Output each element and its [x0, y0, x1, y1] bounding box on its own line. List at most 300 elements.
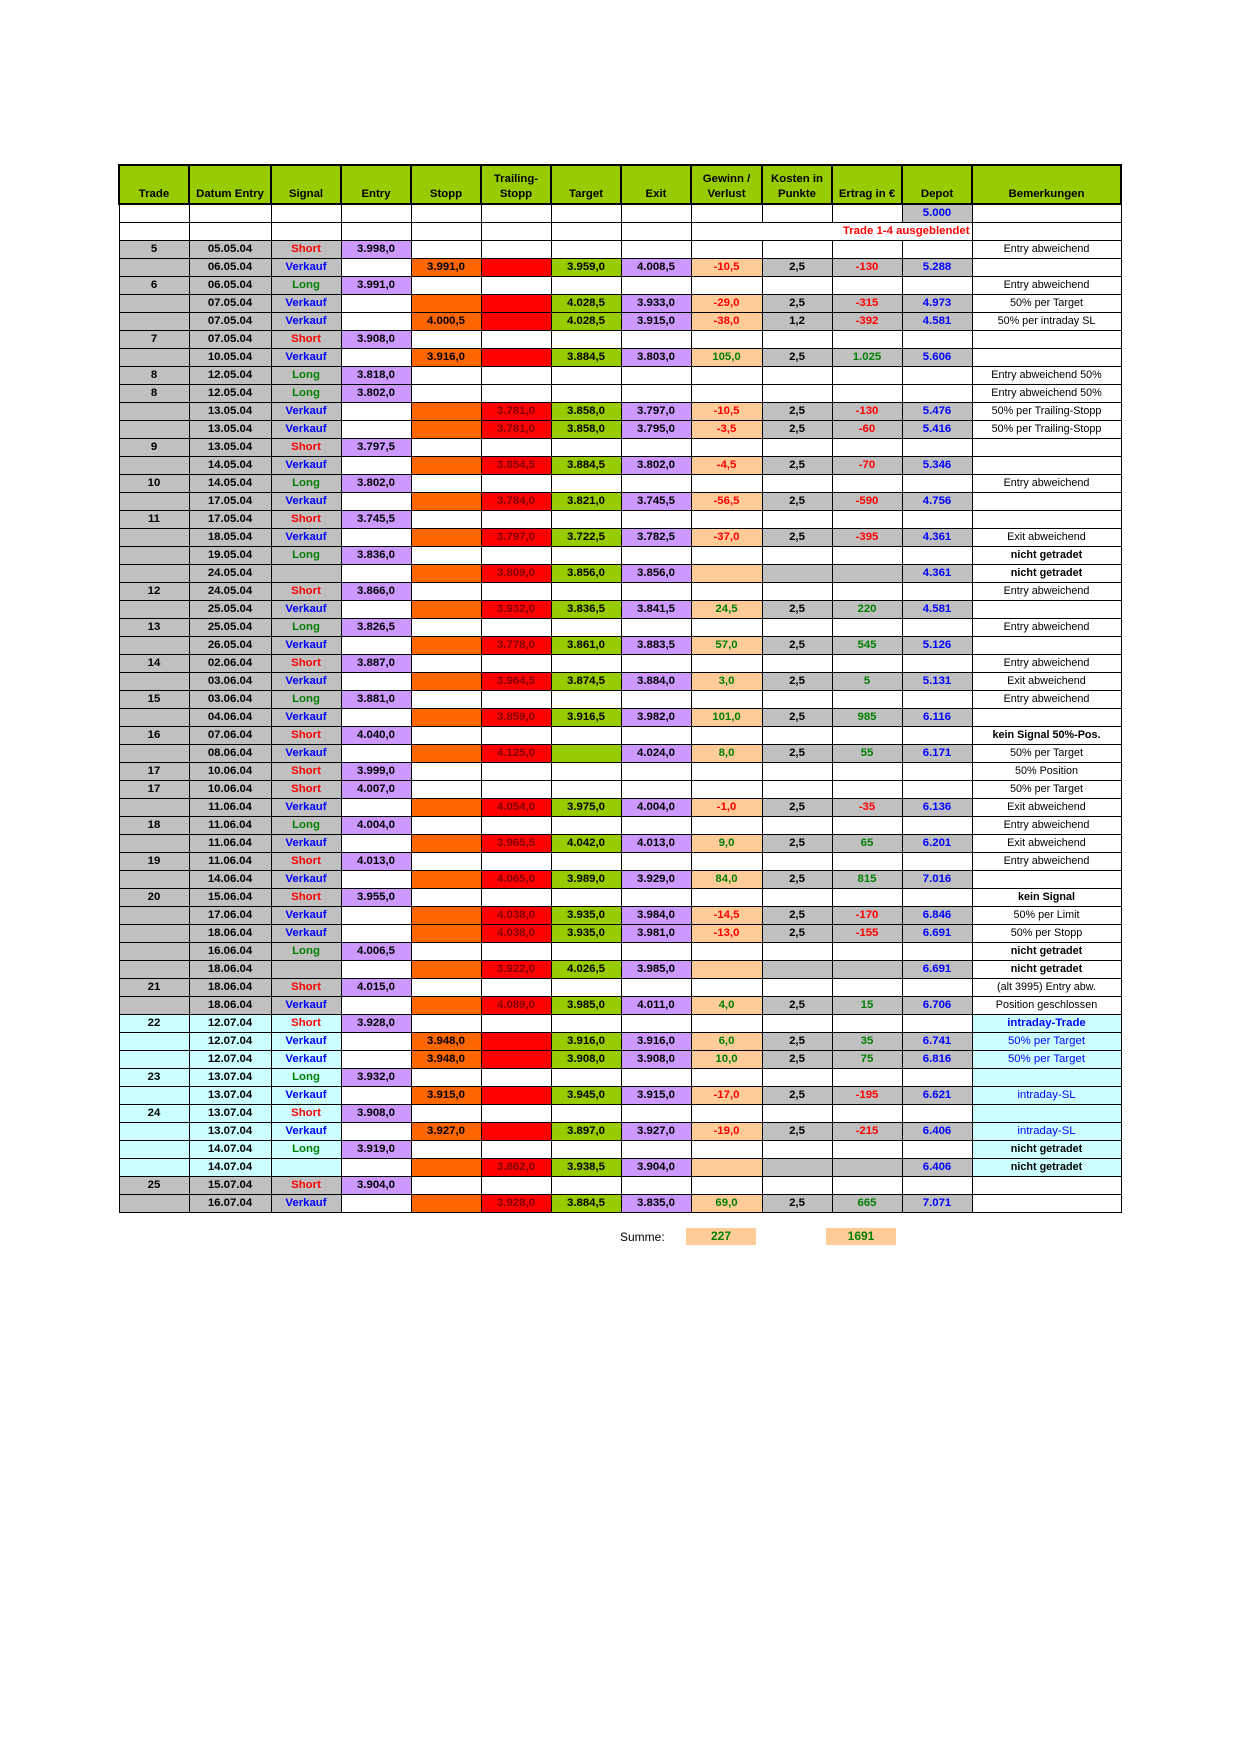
cell-target — [551, 1014, 621, 1032]
cell-datum: 13.05.04 — [189, 438, 271, 456]
cell-datum: 05.05.04 — [189, 240, 271, 258]
cell-target: 3.935,0 — [551, 924, 621, 942]
cell-gewinn: -17,0 — [691, 1086, 762, 1104]
table-row — [119, 708, 1121, 726]
cell-bem: Exit abweichend — [972, 798, 1121, 816]
table-row — [119, 564, 1121, 582]
cell-kosten: 2,5 — [762, 672, 832, 690]
cell-datum: 12.07.04 — [189, 1050, 271, 1068]
cell-entry: 3.991,0 — [341, 276, 411, 294]
header-entry: Entry — [341, 165, 411, 204]
cell-stopp — [411, 870, 481, 888]
cell-stopp — [411, 906, 481, 924]
cell-stopp — [411, 438, 481, 456]
cell-ertrag — [832, 330, 902, 348]
table-row — [119, 1032, 1121, 1050]
table-row — [119, 420, 1121, 438]
cell-gewinn: -1,0 — [691, 798, 762, 816]
cell-datum: 16.07.04 — [189, 1194, 271, 1212]
cell-exit: 3.782,5 — [621, 528, 691, 546]
cell-trailing — [481, 978, 551, 996]
cell-gewinn: -37,0 — [691, 528, 762, 546]
cell-ertrag: -315 — [832, 294, 902, 312]
cell-gewinn — [691, 276, 762, 294]
cell-depot — [902, 942, 972, 960]
cell-gewinn — [691, 474, 762, 492]
cell-gewinn — [691, 564, 762, 582]
cell-ertrag — [832, 366, 902, 384]
cell-entry: 3.797,5 — [341, 438, 411, 456]
cell-gewinn — [691, 1104, 762, 1122]
cell-target: 4.042,0 — [551, 834, 621, 852]
cell-datum: 13.07.04 — [189, 1122, 271, 1140]
cell-bem: Entry abweichend — [972, 654, 1121, 672]
cell-exit — [621, 510, 691, 528]
cell-trailing: 4.054,0 — [481, 798, 551, 816]
cell-trailing — [481, 780, 551, 798]
cell-target — [551, 384, 621, 402]
cell-depot: 4.581 — [902, 312, 972, 330]
summary-ertrag-total: 1691 — [826, 1228, 896, 1245]
summary-row — [0, 1228, 1240, 1248]
cell-kosten: 2,5 — [762, 1050, 832, 1068]
cell-bem: Entry abweichend — [972, 618, 1121, 636]
cell-stopp — [411, 618, 481, 636]
cell-trailing: 3.862,0 — [481, 1158, 551, 1176]
cell-signal: Long — [271, 618, 341, 636]
cell-kosten: 2,5 — [762, 1086, 832, 1104]
cell-gewinn — [691, 1140, 762, 1158]
cell-entry: 3.836,0 — [341, 546, 411, 564]
cell-stopp: 3.948,0 — [411, 1032, 481, 1050]
cell-datum: 16.06.04 — [189, 942, 271, 960]
cell-kosten — [762, 366, 832, 384]
cell-depot — [902, 816, 972, 834]
cell-gewinn: -3,5 — [691, 420, 762, 438]
cell-gewinn: -29,0 — [691, 294, 762, 312]
cell-datum: 14.07.04 — [189, 1158, 271, 1176]
cell-ertrag: -170 — [832, 906, 902, 924]
cell-entry: 4.040,0 — [341, 726, 411, 744]
cell-ertrag — [832, 942, 902, 960]
cell-trailing — [481, 312, 551, 330]
cell-stopp — [411, 528, 481, 546]
cell-datum: 17.05.04 — [189, 510, 271, 528]
cell-signal: Verkauf — [271, 1086, 341, 1104]
table-row — [119, 600, 1121, 618]
cell-entry: 3.745,5 — [341, 510, 411, 528]
cell-bem — [972, 1194, 1121, 1212]
table-row — [119, 690, 1121, 708]
cell-exit — [621, 330, 691, 348]
cell-ertrag: -35 — [832, 798, 902, 816]
cell-target — [551, 1104, 621, 1122]
cell-gewinn — [691, 960, 762, 978]
header-bemerkungen: Bemerkungen — [972, 165, 1121, 204]
cell-stopp — [411, 798, 481, 816]
cell-bem: Entry abweichend 50% — [972, 366, 1121, 384]
cell-depot — [902, 366, 972, 384]
cell-stopp — [411, 780, 481, 798]
cell-trailing — [481, 1014, 551, 1032]
cell-stopp — [411, 762, 481, 780]
cell-entry: 3.826,5 — [341, 618, 411, 636]
cell-gewinn: -38,0 — [691, 312, 762, 330]
cell-gewinn: 8,0 — [691, 744, 762, 762]
cell-target — [551, 852, 621, 870]
cell-depot: 7.071 — [902, 1194, 972, 1212]
cell-depot — [902, 852, 972, 870]
cell-target — [551, 762, 621, 780]
header-kosten: Kosten in Punkte — [762, 165, 832, 204]
cell-gewinn — [691, 654, 762, 672]
cell-stopp — [411, 492, 481, 510]
header-exit: Exit — [621, 165, 691, 204]
cell-ertrag: 55 — [832, 744, 902, 762]
hidden-note-row — [119, 222, 1121, 240]
cell-entry: 3.999,0 — [341, 762, 411, 780]
cell-entry: 3.818,0 — [341, 366, 411, 384]
cell-ertrag — [832, 1104, 902, 1122]
cell-target — [551, 726, 621, 744]
cell-gewinn — [691, 780, 762, 798]
cell-exit: 4.004,0 — [621, 798, 691, 816]
cell-signal: Verkauf — [271, 492, 341, 510]
cell-datum: 18.06.04 — [189, 996, 271, 1014]
cell-datum: 19.05.04 — [189, 546, 271, 564]
cell-ertrag: -195 — [832, 1086, 902, 1104]
cell-exit: 3.797,0 — [621, 402, 691, 420]
cell-signal: Verkauf — [271, 870, 341, 888]
cell-exit — [621, 582, 691, 600]
cell-ertrag: 815 — [832, 870, 902, 888]
cell-bem: intraday-Trade — [972, 1014, 1121, 1032]
cell-bem: kein Signal — [972, 888, 1121, 906]
cell-bem: Entry abweichend — [972, 582, 1121, 600]
table-row — [119, 744, 1121, 762]
cell-stopp — [411, 888, 481, 906]
cell-entry — [341, 636, 411, 654]
cell-signal: Verkauf — [271, 600, 341, 618]
cell-stopp — [411, 654, 481, 672]
table-row — [119, 816, 1121, 834]
cell-signal: Long — [271, 384, 341, 402]
cell-kosten: 2,5 — [762, 870, 832, 888]
cell-depot: 5.606 — [902, 348, 972, 366]
cell-stopp — [411, 546, 481, 564]
cell-bem: Entry abweichend — [972, 852, 1121, 870]
cell-stopp — [411, 1158, 481, 1176]
cell-depot: 5.416 — [902, 420, 972, 438]
cell-bem: Entry abweichend 50% — [972, 384, 1121, 402]
cell-depot — [902, 690, 972, 708]
cell-trade — [119, 924, 189, 942]
cell-ertrag: 15 — [832, 996, 902, 1014]
cell-kosten: 2,5 — [762, 906, 832, 924]
cell-trailing — [481, 546, 551, 564]
header-ertrag: Ertrag in € — [832, 165, 902, 204]
cell-trade — [119, 1086, 189, 1104]
cell-bem — [972, 870, 1121, 888]
cell-depot: 6.171 — [902, 744, 972, 762]
cell-signal: Long — [271, 276, 341, 294]
cell-stopp — [411, 402, 481, 420]
cell-trade — [119, 528, 189, 546]
cell-target: 4.026,5 — [551, 960, 621, 978]
cell-bem: 50% per Trailing-Stopp — [972, 402, 1121, 420]
cell-exit — [621, 438, 691, 456]
cell-stopp — [411, 474, 481, 492]
cell-kosten: 2,5 — [762, 1032, 832, 1050]
cell-entry — [341, 870, 411, 888]
cell-depot: 7.016 — [902, 870, 972, 888]
cell-entry: 3.802,0 — [341, 474, 411, 492]
cell-ertrag — [832, 762, 902, 780]
cell-target: 3.884,5 — [551, 348, 621, 366]
cell-signal: Verkauf — [271, 1194, 341, 1212]
cell-datum: 12.07.04 — [189, 1032, 271, 1050]
cell-trailing: 3.928,0 — [481, 1194, 551, 1212]
cell-kosten — [762, 1176, 832, 1194]
cell-datum: 03.06.04 — [189, 672, 271, 690]
cell-trailing — [481, 690, 551, 708]
cell-exit: 3.927,0 — [621, 1122, 691, 1140]
cell-stopp: 3.916,0 — [411, 348, 481, 366]
cell-trade: 17 — [119, 762, 189, 780]
cell-stopp — [411, 924, 481, 942]
cell-depot: 4.973 — [902, 294, 972, 312]
cell-trade — [119, 942, 189, 960]
cell-gewinn — [691, 726, 762, 744]
table-row — [119, 402, 1121, 420]
cell-target: 3.945,0 — [551, 1086, 621, 1104]
cell-signal: Long — [271, 942, 341, 960]
cell-trailing: 3.854,5 — [481, 456, 551, 474]
cell-trailing — [481, 1104, 551, 1122]
cell-gewinn — [691, 762, 762, 780]
cell-entry: 4.006,5 — [341, 942, 411, 960]
cell-stopp: 4.000,5 — [411, 312, 481, 330]
cell-trailing — [481, 330, 551, 348]
cell-depot: 6.621 — [902, 1086, 972, 1104]
cell-entry: 3.908,0 — [341, 1104, 411, 1122]
cell-kosten: 2,5 — [762, 1122, 832, 1140]
cell-ertrag: -130 — [832, 258, 902, 276]
table-row — [119, 978, 1121, 996]
cell-ertrag — [832, 474, 902, 492]
cell-entry — [341, 1194, 411, 1212]
cell-stopp — [411, 456, 481, 474]
cell-ertrag: 1.025 — [832, 348, 902, 366]
cell-entry — [341, 672, 411, 690]
cell-target: 3.874,5 — [551, 672, 621, 690]
cell-depot — [902, 510, 972, 528]
cell-exit: 3.985,0 — [621, 960, 691, 978]
cell-entry: 3.932,0 — [341, 1068, 411, 1086]
table-row — [119, 456, 1121, 474]
cell-signal: Verkauf — [271, 1032, 341, 1050]
cell-entry — [341, 402, 411, 420]
cell-trade: 6 — [119, 276, 189, 294]
cell-stopp — [411, 942, 481, 960]
cell-bem: nicht getradet — [972, 942, 1121, 960]
cell-entry — [341, 1122, 411, 1140]
cell-target — [551, 1068, 621, 1086]
cell-entry — [341, 834, 411, 852]
cell-datum: 14.05.04 — [189, 474, 271, 492]
cell-datum: 06.05.04 — [189, 276, 271, 294]
cell-stopp: 3.948,0 — [411, 1050, 481, 1068]
cell-trade: 7 — [119, 330, 189, 348]
cell-gewinn — [691, 942, 762, 960]
cell-exit — [621, 762, 691, 780]
cell-bem: 50% per Target — [972, 780, 1121, 798]
cell-bem: Position geschlossen — [972, 996, 1121, 1014]
cell-kosten — [762, 474, 832, 492]
cell-entry: 3.919,0 — [341, 1140, 411, 1158]
cell-target — [551, 780, 621, 798]
cell-trade: 8 — [119, 366, 189, 384]
cell-signal: Verkauf — [271, 906, 341, 924]
cell-signal: Short — [271, 1176, 341, 1194]
cell-trade — [119, 600, 189, 618]
cell-entry — [341, 1158, 411, 1176]
cell-ertrag: -60 — [832, 420, 902, 438]
cell-stopp: 3.991,0 — [411, 258, 481, 276]
cell-bem: kein Signal 50%-Pos. — [972, 726, 1121, 744]
cell-exit: 3.984,0 — [621, 906, 691, 924]
table-row — [119, 1194, 1121, 1212]
table-row — [119, 366, 1121, 384]
cell-signal: Verkauf — [271, 348, 341, 366]
cell-target — [551, 276, 621, 294]
cell-bem — [972, 330, 1121, 348]
cell-kosten: 2,5 — [762, 798, 832, 816]
cell-kosten — [762, 330, 832, 348]
cell-signal: Short — [271, 1014, 341, 1032]
cell-bem: 50% per Stopp — [972, 924, 1121, 942]
cell-datum: 08.06.04 — [189, 744, 271, 762]
cell-ertrag — [832, 438, 902, 456]
summary-label: Summe: — [620, 1230, 665, 1244]
cell-stopp — [411, 1014, 481, 1032]
cell-gewinn: 69,0 — [691, 1194, 762, 1212]
cell-trade — [119, 420, 189, 438]
table-row — [119, 294, 1121, 312]
cell-kosten — [762, 852, 832, 870]
cell-ertrag: -590 — [832, 492, 902, 510]
cell-bem — [972, 636, 1121, 654]
cell-ertrag — [832, 852, 902, 870]
cell-gewinn: -10,5 — [691, 258, 762, 276]
cell-stopp — [411, 996, 481, 1014]
cell-target: 3.861,0 — [551, 636, 621, 654]
cell-kosten — [762, 564, 832, 582]
cell-signal: Verkauf — [271, 258, 341, 276]
cell-ertrag: -215 — [832, 1122, 902, 1140]
cell-depot — [902, 726, 972, 744]
cell-trade — [119, 834, 189, 852]
cell-trailing — [481, 510, 551, 528]
cell-ertrag — [832, 510, 902, 528]
table-row — [119, 834, 1121, 852]
cell-stopp — [411, 744, 481, 762]
cell-exit: 4.008,5 — [621, 258, 691, 276]
cell-trailing — [481, 348, 551, 366]
cell-trade: 21 — [119, 978, 189, 996]
cell-bem: nicht getradet — [972, 1140, 1121, 1158]
cell-trade: 19 — [119, 852, 189, 870]
cell-datum: 12.05.04 — [189, 366, 271, 384]
cell-datum: 07.05.04 — [189, 330, 271, 348]
cell-target — [551, 366, 621, 384]
cell-trade: 18 — [119, 816, 189, 834]
cell-exit: 3.915,0 — [621, 312, 691, 330]
cell-kosten — [762, 978, 832, 996]
cell-signal: Long — [271, 366, 341, 384]
cell-ertrag — [832, 1068, 902, 1086]
cell-bem: 50% per Target — [972, 294, 1121, 312]
cell-datum: 02.06.04 — [189, 654, 271, 672]
cell-signal — [271, 564, 341, 582]
cell-bem — [972, 456, 1121, 474]
cell-gewinn — [691, 1068, 762, 1086]
table-row — [119, 384, 1121, 402]
cell-target — [551, 240, 621, 258]
cell-stopp — [411, 1140, 481, 1158]
cell-exit — [621, 1068, 691, 1086]
table-row — [119, 780, 1121, 798]
cell-trade — [119, 672, 189, 690]
cell-ertrag — [832, 960, 902, 978]
cell-kosten: 2,5 — [762, 834, 832, 852]
cell-trailing — [481, 1176, 551, 1194]
cell-depot — [902, 1176, 972, 1194]
cell-gewinn — [691, 330, 762, 348]
cell-depot: 5.288 — [902, 258, 972, 276]
cell-stopp — [411, 834, 481, 852]
cell-datum: 12.07.04 — [189, 1014, 271, 1032]
cell-signal: Verkauf — [271, 708, 341, 726]
cell-signal: Short — [271, 654, 341, 672]
cell-signal: Short — [271, 726, 341, 744]
table-row — [119, 1104, 1121, 1122]
cell-target — [551, 888, 621, 906]
cell-gewinn — [691, 582, 762, 600]
cell-target: 4.028,5 — [551, 294, 621, 312]
cell-bem: Exit abweichend — [972, 672, 1121, 690]
table-row — [119, 942, 1121, 960]
cell-ertrag — [832, 564, 902, 582]
cell-trailing: 3.859,0 — [481, 708, 551, 726]
cell-entry — [341, 1086, 411, 1104]
cell-ertrag: -130 — [832, 402, 902, 420]
cell-ertrag — [832, 240, 902, 258]
cell-stopp — [411, 582, 481, 600]
cell-exit — [621, 384, 691, 402]
cell-kosten — [762, 546, 832, 564]
cell-exit — [621, 726, 691, 744]
cell-gewinn — [691, 816, 762, 834]
cell-depot — [902, 762, 972, 780]
table-row — [119, 852, 1121, 870]
cell-target: 4.028,5 — [551, 312, 621, 330]
cell-target: 3.836,5 — [551, 600, 621, 618]
cell-datum: 18.06.04 — [189, 978, 271, 996]
cell-entry: 3.887,0 — [341, 654, 411, 672]
hidden-trades-note: Trade 1-4 ausgeblendet — [691, 222, 972, 240]
cell-depot: 5.346 — [902, 456, 972, 474]
